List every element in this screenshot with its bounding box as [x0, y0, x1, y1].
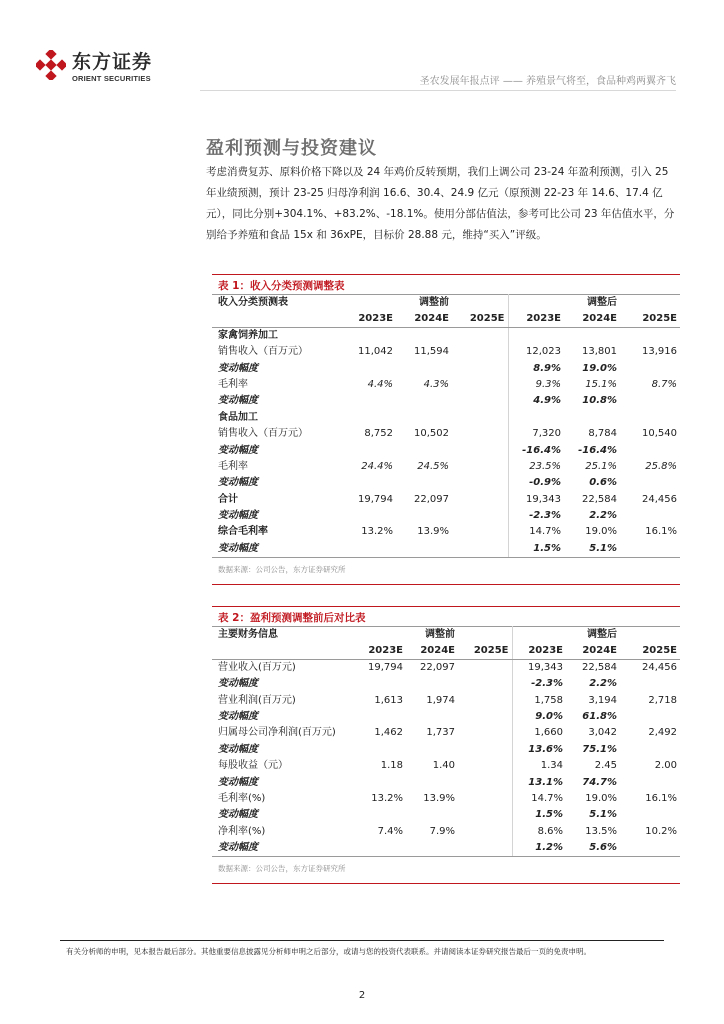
revenue-forecast-table-block: [212, 274, 680, 585]
table-cell: 23.5%: [529, 460, 561, 472]
table-cell: [620, 541, 680, 558]
table-cell: [452, 508, 508, 524]
table-cell: [340, 475, 396, 491]
table-row: [212, 328, 680, 345]
table-cell: 13.6%: [528, 743, 563, 755]
table-cell: [458, 742, 512, 758]
table-cell: 10,502: [414, 428, 449, 440]
table-cell: [340, 541, 396, 558]
year-header: 2025E: [620, 311, 680, 328]
table-cell: [458, 774, 512, 790]
table-cell: [406, 840, 458, 857]
row-label: 变动幅度: [218, 776, 258, 788]
table-cell: 9.0%: [535, 710, 563, 722]
row-label: 变动幅度: [218, 743, 258, 755]
table-cell: [458, 758, 512, 774]
table-row: [212, 360, 680, 376]
footer-divider: [60, 940, 664, 941]
table-cell: 13.9%: [423, 792, 455, 804]
table-cell: 4.4%: [367, 378, 393, 390]
table-cell: 7.9%: [429, 825, 455, 837]
table-cell: -2.3%: [529, 510, 561, 522]
footer-disclaimer: 有关分析师的申明，见本报告最后部分。其他重要信息披露见分析师申明之后部分，或请与您的投资代表联系。并请阅读本证券研究报告最后一页的免责申明。: [66, 947, 591, 956]
table-cell: 24,456: [642, 662, 677, 673]
table-cell: [452, 442, 508, 458]
table-cell: 2.2%: [589, 678, 617, 690]
table-cell: [620, 676, 680, 692]
table-cell: 19,794: [368, 662, 403, 673]
table-cell: 10.8%: [582, 395, 617, 407]
table-cell: 4.9%: [533, 395, 561, 407]
table-cell: [620, 508, 680, 524]
table-cell: [508, 328, 564, 345]
table-cell: 3,042: [588, 727, 617, 739]
table-cell: 1,660: [534, 727, 563, 739]
table-cell: [340, 328, 396, 345]
table-caption: 表 2：盈利预测调整前后对比表: [212, 606, 680, 626]
table-row: [212, 774, 680, 790]
table-cell: 19.0%: [585, 526, 617, 538]
table-cell: 25.1%: [585, 460, 617, 472]
table-cell: 75.1%: [582, 743, 617, 755]
table-cell: 13.2%: [371, 792, 403, 804]
table-cell: [354, 840, 406, 857]
table-cell: 7.4%: [377, 825, 403, 837]
table-cell: 13,801: [582, 346, 617, 358]
table-cell: [452, 524, 508, 540]
table-row: [212, 393, 680, 409]
table-row: [212, 442, 680, 458]
year-header: 2023E: [512, 643, 566, 660]
earnings-forecast-table: [212, 626, 680, 857]
table-cell: [354, 742, 406, 758]
year-header: 2025E: [620, 643, 680, 660]
table-cell: 2,492: [648, 727, 677, 739]
table-cell: 4.3%: [423, 378, 449, 390]
table-cell: 10.2%: [645, 825, 677, 837]
row-label: 食品加工: [218, 411, 258, 423]
table-cell: [396, 410, 452, 426]
table-cell: 16.1%: [645, 526, 677, 538]
year-header: 2023E: [354, 643, 406, 660]
table-row: [212, 807, 680, 823]
table-cell: 1.18: [380, 760, 403, 772]
table-row: [212, 344, 680, 360]
table-cell: 1,974: [426, 694, 455, 706]
table-cell: [458, 791, 512, 807]
year-header: 2024E: [566, 643, 620, 660]
page-number: 2: [358, 990, 366, 1001]
table-year-row: [212, 311, 680, 328]
table-cell: 19.0%: [582, 362, 617, 374]
table-cell: -16.4%: [578, 444, 617, 456]
row-label: 毛利率: [218, 460, 248, 472]
table-row: [212, 410, 680, 426]
table-row: [212, 791, 680, 807]
row-label: 变动幅度: [218, 809, 258, 821]
table-cell: 24.4%: [361, 460, 393, 472]
table-cell: 14.7%: [531, 792, 563, 804]
row-label: 销售收入（百万元）: [218, 346, 308, 358]
table-caption: 表 1：收入分类预测调整表: [212, 274, 680, 294]
table-cell: 1.2%: [512, 840, 566, 857]
table-row: [212, 492, 680, 508]
body-paragraph: 考虑消费复苏、原料价格下降以及 24 年鸡价反转预期，我们上调公司 23-24 年盈利预测，引入 25 年业绩预测，预计 23-25 归母净利润 16.6、30.4、24.9 亿元（原预测 22-23 年 14.6、17.4 亿元），同比分别+304.1%、+83.2%、-18.1%。使用分部估值法，参考可比公司 23 年估值水平，分别给予养殖和食品 15x 和 36xPE，目标价 28.88 元，维持“买入”评级。: [206, 166, 675, 241]
table-cell: 1.5%: [508, 541, 564, 558]
row-label: 营业收入(百万元): [218, 662, 296, 673]
table-cell: [452, 426, 508, 442]
row-label: 毛利率: [218, 378, 248, 390]
row-label: 综合毛利率: [218, 526, 268, 538]
table-row: [212, 758, 680, 774]
table-cell: [620, 328, 680, 345]
table-cell: [406, 807, 458, 823]
row-label: 变动幅度: [218, 444, 258, 456]
table-row: [212, 426, 680, 442]
table-cell: 1.40: [432, 760, 455, 772]
table-cell: [458, 676, 512, 692]
table-cell: [452, 410, 508, 426]
table-cell: [406, 742, 458, 758]
group-after-label: 调整后: [566, 627, 620, 644]
table-cell: 11,042: [358, 346, 393, 358]
table-cell: 9.3%: [535, 378, 561, 390]
table-cell: [452, 541, 508, 558]
table-cell: 13.9%: [417, 526, 449, 538]
table-row: [212, 660, 680, 677]
row-label: 变动幅度: [218, 395, 258, 407]
table-cell: [458, 725, 512, 741]
year-header: 2025E: [458, 643, 512, 660]
revenue-forecast-table: [212, 294, 680, 558]
table-cell: [564, 328, 620, 345]
table-row: [212, 508, 680, 524]
table-cell: -0.9%: [529, 477, 561, 489]
table-cell: 2.45: [594, 760, 617, 772]
table-row: [212, 475, 680, 491]
table-cell: 3,194: [588, 694, 617, 706]
table-cell: 2.2%: [589, 510, 617, 522]
table-cell: 0.6%: [589, 477, 617, 489]
row-label: 毛利率(%): [218, 792, 266, 804]
table-cell: 8.7%: [651, 378, 677, 390]
year-header: 2024E: [406, 643, 458, 660]
year-header: 2024E: [396, 311, 452, 328]
table-cell: [406, 676, 458, 692]
table-cell: [620, 807, 680, 823]
report-title: 圣农发展年报点评 —— 养殖景气将至，食品种鸡两翼齐飞: [419, 76, 676, 87]
table-cell: [396, 328, 452, 345]
row-label: 变动幅度: [218, 678, 258, 690]
table-cell: [340, 508, 396, 524]
table-cell: [396, 508, 452, 524]
table-cell: 8,752: [364, 428, 393, 440]
row-label: 归属母公司净利润(百万元): [218, 727, 336, 739]
table-cell: 8.9%: [533, 362, 561, 374]
table-cell: [452, 328, 508, 345]
table-cell: [620, 393, 680, 409]
table-cell: 16.1%: [645, 792, 677, 804]
table-cell: [354, 807, 406, 823]
company-logo: [36, 50, 176, 86]
table-cell: [396, 360, 452, 376]
table-cell: 5.6%: [566, 840, 620, 857]
table-cell: [620, 774, 680, 790]
table-row: [212, 692, 680, 708]
table-row: [212, 840, 680, 857]
group-before-label: 调整前: [406, 627, 458, 644]
table-cell: [340, 410, 396, 426]
table-cell: 5.1%: [564, 541, 620, 558]
table-cell: [396, 393, 452, 409]
table-cell: [620, 442, 680, 458]
table-cell: [620, 709, 680, 725]
table-cell: 1,737: [426, 727, 455, 739]
table-cell: 22,584: [582, 662, 617, 673]
table-cell: [452, 459, 508, 475]
table-cell: [620, 360, 680, 376]
table-cell: 1,462: [374, 727, 403, 739]
table-cell: [396, 541, 452, 558]
table-cell: [406, 774, 458, 790]
table-cell: 12,023: [526, 346, 561, 358]
row-label: 合计: [218, 493, 238, 505]
table-cell: -2.3%: [531, 678, 563, 690]
table-cell: 1,758: [534, 694, 563, 706]
table-cell: 24,456: [642, 493, 677, 505]
table-cell: [620, 840, 680, 857]
table-cell: [458, 660, 512, 677]
row-label: 变动幅度: [218, 362, 258, 374]
year-header: 2024E: [564, 311, 620, 328]
table-row: [212, 742, 680, 758]
table-cell: 19,794: [358, 493, 393, 505]
table-cell: 8.6%: [537, 825, 563, 837]
table-cell: [396, 475, 452, 491]
table-cell: [354, 774, 406, 790]
logo-english-name: ORIENT SECURITIES: [72, 74, 151, 83]
table-cell: 19,343: [526, 493, 561, 505]
table-cell: [458, 807, 512, 823]
table-cell: 2,718: [648, 694, 677, 706]
row-label: 变动幅度: [212, 541, 340, 558]
table-cell: [396, 442, 452, 458]
table-row: [212, 459, 680, 475]
section-title: 盈利预测与投资建议: [206, 138, 377, 159]
table-cell: [458, 840, 512, 857]
table-cell: 14.7%: [529, 526, 561, 538]
earnings-forecast-table-block: [212, 606, 680, 884]
table-cell: -16.4%: [522, 444, 561, 456]
table-cell: [340, 360, 396, 376]
table-cell: 22,097: [420, 662, 455, 673]
year-header: 2025E: [452, 311, 508, 328]
table-cell: 13.5%: [585, 825, 617, 837]
table-cell: [452, 377, 508, 393]
table-row: [212, 725, 680, 741]
table-cell: [452, 393, 508, 409]
row-label: 变动幅度: [218, 710, 258, 722]
table-header-row: [212, 627, 680, 644]
table-cell: [452, 475, 508, 491]
table-cell: 19.0%: [585, 792, 617, 804]
table-cell: [354, 709, 406, 725]
table-cell: [620, 742, 680, 758]
table-cell: [452, 492, 508, 508]
table-cell: [458, 824, 512, 840]
row-label: 净利率(%): [218, 825, 266, 837]
row-label: 家禽饲养加工: [218, 330, 278, 341]
table-header-row: [212, 295, 680, 312]
table-cell: [340, 442, 396, 458]
table-cell: [564, 410, 620, 426]
logo-chinese-name: 东方证券: [72, 51, 153, 73]
table-row: [212, 824, 680, 840]
table-cell: 15.1%: [585, 378, 617, 390]
table-cell: 1.5%: [535, 809, 563, 821]
table-cell: 5.1%: [589, 809, 617, 821]
table-cell: [340, 393, 396, 409]
table-cell: 13.2%: [361, 526, 393, 538]
table-cell: 19,343: [528, 662, 563, 673]
row-label: 变动幅度: [218, 477, 258, 489]
table-cell: 2.00: [654, 760, 677, 772]
table-end-rule: [212, 584, 680, 585]
table-cell: 13.1%: [528, 776, 563, 788]
table-cell: 8,784: [588, 428, 617, 440]
table-cell: 10,540: [642, 428, 677, 440]
table-cell: [458, 692, 512, 708]
row-label: 变动幅度: [212, 840, 354, 857]
year-header: 2023E: [340, 311, 396, 328]
table-cell: [354, 676, 406, 692]
header-divider: [200, 90, 676, 91]
table-cell: [406, 709, 458, 725]
table-cell: 61.8%: [582, 710, 617, 722]
table-cell: [458, 709, 512, 725]
table-cell: [620, 475, 680, 491]
table-cell: [452, 360, 508, 376]
table-source-note: 数据来源：公司公告，东方证券研究所: [218, 564, 346, 574]
table-cell: 25.8%: [645, 460, 677, 472]
table-cell: 11,594: [414, 346, 449, 358]
row-label: 变动幅度: [218, 510, 258, 522]
table-row: [212, 377, 680, 393]
table-cell: 7,320: [532, 428, 561, 440]
row-label: 销售收入（百万元）: [218, 428, 308, 440]
row-label: 营业利润(百万元): [218, 694, 296, 706]
table-col0-header: 收入分类预测表: [212, 295, 340, 312]
table-col0-header: 主要财务信息: [212, 627, 354, 644]
table-cell: 24.5%: [417, 460, 449, 472]
table-cell: [452, 344, 508, 360]
table-cell: 1.34: [540, 760, 563, 772]
table-end-rule: [212, 883, 680, 884]
table-cell: 1,613: [374, 694, 403, 706]
table-year-row: [212, 643, 680, 660]
table-cell: [508, 410, 564, 426]
table-cell: 74.7%: [582, 776, 617, 788]
table-row: [212, 524, 680, 540]
orient-securities-logo-icon: [36, 50, 66, 80]
table-cell: [620, 410, 680, 426]
table-row: [212, 676, 680, 692]
table-row: [212, 709, 680, 725]
group-before-label: 调整前: [396, 295, 452, 312]
table-cell: 22,584: [582, 493, 617, 505]
table-cell: 22,097: [414, 493, 449, 505]
table-cell: 13,916: [642, 346, 677, 358]
table-source-note: 数据来源：公司公告，东方证券研究所: [218, 863, 346, 873]
table-row: [212, 541, 680, 558]
row-label: 每股收益（元）: [218, 760, 288, 772]
year-header: 2023E: [508, 311, 564, 328]
group-after-label: 调整后: [564, 295, 620, 312]
